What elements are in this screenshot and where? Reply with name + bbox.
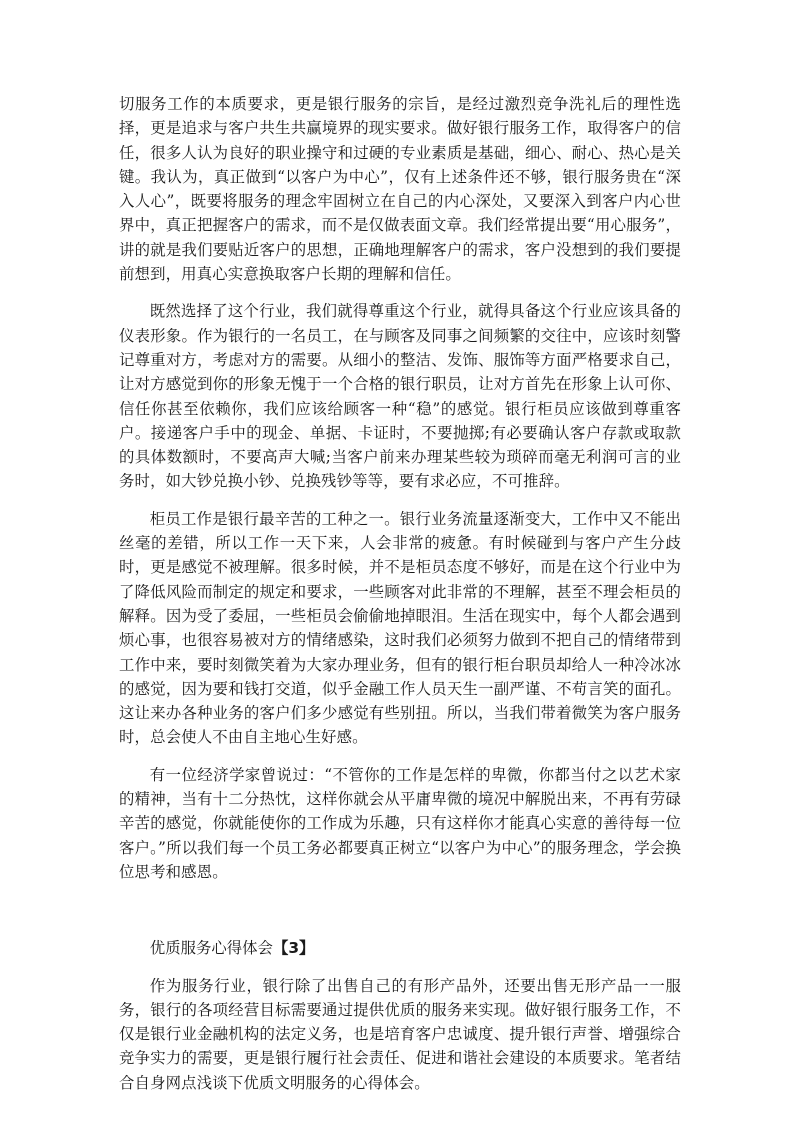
paragraph-gap [119,961,681,974]
section-heading-title: 优质服务心得体会 [149,939,273,958]
paragraph-appearance: 既然选择了这个行业，我们就得尊重这个行业，就得具备这个行业应该具备的仪表形象。作为银行的一名员工，在与顾客及同事之间频繁的交往中，应该时刻警记尊重对方，考虑对方的需要。从细小的整洁、发饰、服饰等方面严格要求自己，让对方感觉到你的形象无愧于一个合格的银行职员，让对方首先在形象上认可你、信任你甚至依赖你，我们应该给顾客一种“稳”的感觉。银行柜员应该做到尊重客户。接递客户手中的现金、单据、卡证时，不要抛掷;有必要确认客户存款或取款的具体数额时，不要高声大喊;当客户前来办理某些较为琐碎而毫无利润可言的业务时，如大钞兑换小钞、兑换残钞等等，要有求必应，不可推辞。 [119,302,681,491]
paragraph-gap [119,750,681,763]
paragraph-gap [119,494,681,507]
paragraph-continued: 切服务工作的本质要求，更是银行服务的宗旨，是经过激烈竞争洗礼后的理性选择，更是追求与客户共生共赢境界的现实要求。做好银行服务工作，取得客户的信任，很多人认为良好的职业操守和过硬的专业素质是基础，细心、耐心、热心是关键。我认为，真正做到“以客户为中心”，仅有上述条件还不够，银行服务贵在“深入人心”，既要将服务的理念牢固树立在自己的内心深处，又要深入到客户内心世界中，真正把握客户的需求，而不是仅做表面文章。我们经常提出要“用心服务”，讲的就是我们要贴近客户的思想，正确地理解客户的需求，客户没想到的我们要提前想到，用真心实意换取客户长期的理解和信任。 [119,95,681,284]
document-page [119,92,681,1095]
section-heading [119,936,681,960]
section-gap [119,884,681,936]
section-heading-number: 【3】 [272,939,315,958]
paragraph-gap [119,286,681,299]
paragraph-economist-quote: 有一位经济学家曾说过：“不管你的工作是怎样的卑微，你都当付之以艺术家的精神，当有十二分热忱，这样你就会从平庸卑微的境况中解脱出来，不再有劳碌辛苦的感觉，你就能使你的工作成为乐趣，只有这样你才能真心实意的善待每一位客户。”所以我们每一个员工务必都要真正树立“以客户为中心”的服务理念，学会换位思考和感恩。 [119,765,681,881]
paragraph-service-industry: 作为服务行业，银行除了出售自己的有形产品外，还要出售无形产品一一服务，银行的各项经营目标需要通过提供优质的服务来实现。做好银行服务工作，不仅是银行业金融机构的法定义务，也是培育客户忠诚度、提升银行声誉、增强综合竞争实力的需要，更是银行履行社会责任、促进和谐社会建设的本质要求。笔者结合自身网点浅谈下优质文明服务的心得体会。 [119,976,681,1092]
paragraph-teller-work: 柜员工作是银行最辛苦的工种之一。银行业务流量逐渐变大，工作中又不能出丝毫的差错，所以工作一天下来，人会非常的疲惫。有时候碰到与客户产生分歧时，更是感觉不被理解。很多时候，并不是柜员态度不够好，而是在这个行业中为了降低风险而制定的规定和要求，一些顾客对此非常的不理解，甚至不理会柜员的解释。因为受了委屈，一些柜员会偷偷地掉眼泪。生活在现实中，每个人都会遇到烦心事，也很容易被对方的情绪感染，这时我们必须努力做到不把自己的情绪带到工作中来，要时刻微笑着为大家办理业务，但有的银行柜台职员却给人一种冷冰冰的感觉，因为要和钱打交道，似乎金融工作人员天生一副严谨、不苟言笑的面孔。这让来办各种业务的客户们多少感觉有些别扭。所以，当我们带着微笑为客户服务时，总会使人不由自主地心生好感。 [119,509,681,747]
